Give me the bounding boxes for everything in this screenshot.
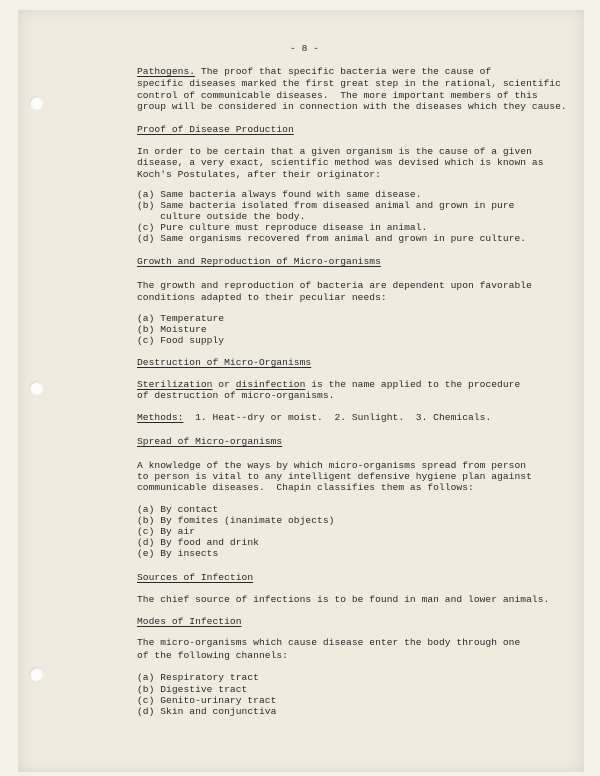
modes-item-d: (d) Skin and conjunctiva: [137, 706, 277, 717]
growth-item-c: (c) Food supply: [137, 335, 225, 346]
modes-para-1: The micro-organisms which cause disease enter the body through one: [137, 637, 521, 648]
growth-item-a: (a) Temperature: [137, 313, 225, 324]
spread-item-c: (c) By air: [137, 526, 196, 537]
spread-item-a: (a) By contact: [137, 504, 219, 515]
pathogens-line-4: group will be considered in connection with the diseases which they cause.: [137, 101, 567, 112]
growth-item-b: (b) Moisture: [137, 324, 207, 335]
pathogens-line-1: [137, 66, 491, 77]
spread-para-1: A knowledge of the ways by which micro-organisms spread from person: [137, 460, 527, 471]
spread-item-b: (b) By fomites (inanimate objects): [137, 515, 335, 526]
spread-para-2: to person is vital to any intelligent defensive hygiene plan against: [137, 471, 532, 482]
methods-text: 1. Heat--dry or moist. 2. Sunlight. 3. Chemicals.: [183, 412, 492, 423]
disease-production-para-3: Koch's Postulates, after their originator:: [137, 169, 381, 180]
methods-label: Methods:: [137, 412, 184, 423]
pathogens-heading: Pathogens.: [137, 66, 196, 77]
spread-heading: Spread of Micro-organisms: [137, 436, 283, 447]
disease-production-heading: Proof of Disease Production: [137, 124, 294, 135]
pathogens-text: The proof that specific bacteria were the cause of: [195, 66, 492, 77]
postulate-d: (d) Same organisms recovered from animal and grown in pure culture.: [137, 233, 527, 244]
punch-hole: [29, 381, 43, 395]
modes-item-a: (a) Respiratory tract: [137, 672, 259, 683]
spread-item-e: (e) By insects: [137, 548, 219, 559]
postulate-b-cont: culture outside the body.: [137, 211, 306, 222]
destruction-or: or: [212, 379, 236, 390]
spread-item-d: (d) By food and drink: [137, 537, 259, 548]
punch-hole: [29, 96, 43, 110]
growth-para-2: conditions adapted to their peculiar needs:: [137, 292, 387, 303]
postulate-a: (a) Same bacteria always found with same disease.: [137, 189, 422, 200]
disease-production-para-2: disease, a very exact, scientific method was devised which is known as: [137, 157, 544, 168]
destruction-heading: Destruction of Micro-Organisms: [137, 357, 312, 368]
punch-hole: [29, 667, 43, 681]
modes-item-b: (b) Digestive tract: [137, 684, 248, 695]
sterilization-term: Sterilization: [137, 379, 213, 390]
sources-heading: Sources of Infection: [137, 572, 254, 583]
pathogens-line-2: specific diseases marked the first great step in the rational, scientific: [137, 78, 561, 89]
growth-para-1: The growth and reproduction of bacteria are dependent upon favorable: [137, 280, 532, 291]
postulate-b: (b) Same bacteria isolated from diseased animal and grown in pure: [137, 200, 515, 211]
modes-item-c: (c) Genito-urinary tract: [137, 695, 277, 706]
modes-para-2: of the following channels:: [137, 650, 288, 661]
sources-para-1: The chief source of infections is to be found in man and lower animals.: [137, 594, 550, 605]
methods-line: [137, 412, 491, 423]
destruction-line-1: [137, 379, 520, 390]
destruction-line-2: of destruction of micro-organisms.: [137, 390, 335, 401]
disease-production-para-1: In order to be certain that a given organism is the cause of a given: [137, 146, 532, 157]
page-number: - 8 -: [290, 43, 320, 54]
modes-heading: Modes of Infection: [137, 616, 242, 627]
pathogens-line-3: control of communicable diseases. The more important members of this: [137, 90, 538, 101]
spread-para-3: communicable diseases. Chapin classifies them as follows:: [137, 482, 474, 493]
destruction-text: is the name applied to the procedure: [305, 379, 521, 390]
growth-heading: Growth and Reproduction of Micro-organisms: [137, 256, 381, 267]
postulate-c: (c) Pure culture must reproduce disease in animal.: [137, 222, 428, 233]
disinfection-term: disinfection: [235, 379, 306, 390]
